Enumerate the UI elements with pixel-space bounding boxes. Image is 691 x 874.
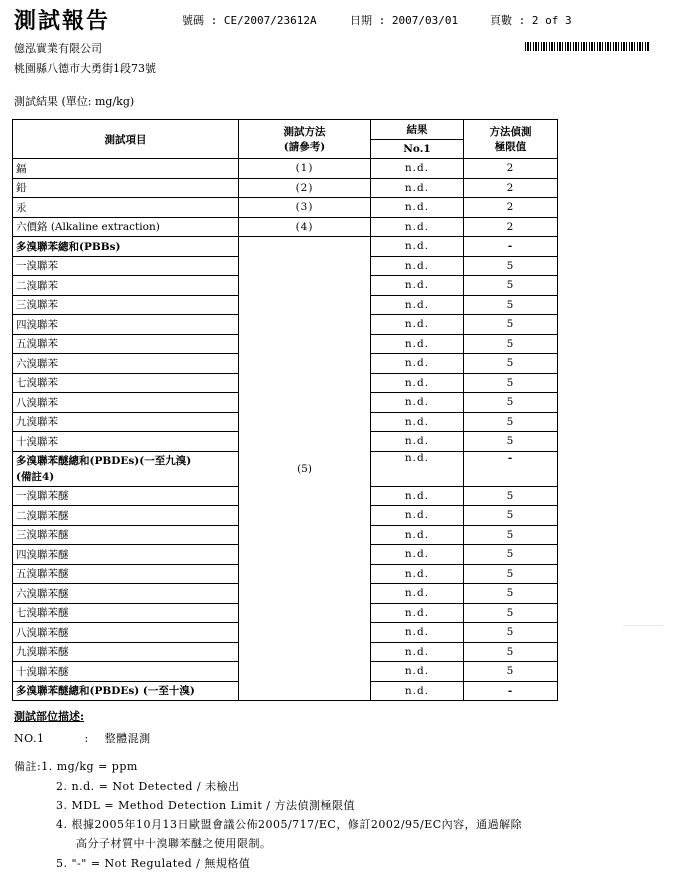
part-description: NO.1 : 整體混測 — [14, 732, 151, 745]
row-item: 多溴聯苯醚總和(PBDEs) (一至十溴) — [13, 681, 239, 701]
row-mdl: 5 — [464, 662, 558, 682]
row-mdl: 5 — [464, 315, 558, 335]
row-item: 六溴聯苯醚 — [13, 584, 239, 604]
row-mdl: 5 — [464, 334, 558, 354]
row-result: n.d. — [371, 354, 464, 374]
col-header-method: 測試方法 (請參考) — [239, 120, 371, 159]
company-name: 億泓實業有限公司 — [14, 42, 102, 55]
row-result: n.d. — [371, 584, 464, 604]
row-mdl: - — [464, 681, 558, 701]
note-4: 4. 根據2005年10月13日歐盟會議公佈2005/717/EC，修訂2002/95/EC內容，通過解除 — [56, 818, 523, 831]
row-result: n.d. — [371, 486, 464, 506]
row-result: n.d. — [371, 315, 464, 335]
note-2: 2. n.d. = Not Detected / 未檢出 — [56, 780, 240, 793]
row-method: (4) — [239, 217, 371, 237]
row-method: (2) — [239, 178, 371, 198]
row-result: n.d. — [371, 373, 464, 393]
row-result: n.d. — [371, 237, 464, 257]
row-mdl: 5 — [464, 564, 558, 584]
note-1: 備註:1. mg/kg = ppm — [14, 760, 138, 773]
row-mdl: 5 — [464, 256, 558, 276]
row-mdl: 5 — [464, 276, 558, 296]
report-title: 測試報告 — [14, 8, 111, 34]
row-item: 八溴聯苯醚 — [13, 623, 239, 643]
row-result: n.d. — [371, 603, 464, 623]
row-mdl: 5 — [464, 393, 558, 413]
row-item: 十溴聯苯醚 — [13, 662, 239, 682]
row-item: 九溴聯苯 — [13, 412, 239, 432]
results-label: 測試結果 (單位: mg/kg) — [14, 95, 135, 108]
row-mdl: 5 — [464, 506, 558, 526]
row-result: n.d. — [371, 159, 464, 179]
row-item: 鉛 — [13, 178, 239, 198]
row-result: n.d. — [371, 393, 464, 413]
row-item: 三溴聯苯 — [13, 295, 239, 315]
section-title: 測試部位描述: — [14, 710, 85, 723]
row-mdl: 5 — [464, 623, 558, 643]
row-mdl: - — [464, 237, 558, 257]
row-mdl: - — [464, 451, 558, 486]
row-item: 鎘 — [13, 159, 239, 179]
note-5: 5. "-" = Not Regulated / 無規格值 — [56, 857, 251, 870]
row-result: n.d. — [371, 334, 464, 354]
row-item: 汞 — [13, 198, 239, 218]
col-header-result: 結果 — [371, 120, 464, 140]
page-number: 頁數 : 2 of 3 — [490, 14, 572, 27]
row-method-shared: (5) — [239, 237, 371, 701]
table-row — [13, 217, 558, 237]
table-row — [13, 198, 558, 218]
row-mdl: 2 — [464, 178, 558, 198]
row-item: 九溴聯苯醚 — [13, 642, 239, 662]
row-mdl: 5 — [464, 584, 558, 604]
row-mdl: 5 — [464, 525, 558, 545]
row-item: 二溴聯苯醚 — [13, 506, 239, 526]
row-mdl: 2 — [464, 217, 558, 237]
row-result: n.d. — [371, 412, 464, 432]
row-item: 十溴聯苯 — [13, 432, 239, 452]
row-result: n.d. — [371, 178, 464, 198]
row-result: n.d. — [371, 545, 464, 565]
row-item: 六溴聯苯 — [13, 354, 239, 374]
table-row — [13, 159, 558, 179]
col-header-result-sub: No.1 — [371, 139, 464, 159]
row-result: n.d. — [371, 432, 464, 452]
row-mdl: 5 — [464, 412, 558, 432]
row-item: 五溴聯苯 — [13, 334, 239, 354]
row-result: n.d. — [371, 295, 464, 315]
report-date: 日期 : 2007/03/01 — [350, 14, 459, 27]
report-number: 號碼 : CE/2007/23612A — [182, 14, 317, 27]
barcode — [525, 42, 649, 51]
row-item: 多溴聯苯醚總和(PBDEs)(一至九溴) (備註4) — [13, 451, 239, 486]
row-result: n.d. — [371, 198, 464, 218]
row-item: 七溴聯苯 — [13, 373, 239, 393]
col-header-mdl: 方法偵測 極限值 — [464, 120, 558, 159]
row-result: n.d. — [371, 681, 464, 701]
row-mdl: 5 — [464, 642, 558, 662]
row-item: 四溴聯苯 — [13, 315, 239, 335]
row-result: n.d. — [371, 623, 464, 643]
row-item: 六價鉻 (Alkaline extraction) — [13, 217, 239, 237]
table-row — [13, 178, 558, 198]
row-result: n.d. — [371, 662, 464, 682]
row-mdl: 5 — [464, 545, 558, 565]
row-mdl: 5 — [464, 486, 558, 506]
row-item: 七溴聯苯醚 — [13, 603, 239, 623]
row-item: 八溴聯苯 — [13, 393, 239, 413]
note-4-cont: 高分子材質中十溴聯苯醚之使用限制。 — [76, 837, 272, 850]
results-table — [12, 119, 558, 701]
row-item: 四溴聯苯醚 — [13, 545, 239, 565]
row-item: 三溴聯苯醚 — [13, 525, 239, 545]
row-mdl: 2 — [464, 198, 558, 218]
row-mdl: 5 — [464, 373, 558, 393]
row-result: n.d. — [371, 525, 464, 545]
table-row — [13, 237, 558, 257]
row-item: 二溴聯苯 — [13, 276, 239, 296]
note-3: 3. MDL = Method Detection Limit / 方法偵測極限值 — [56, 799, 355, 812]
row-item: 多溴聯苯總和(PBBs) — [13, 237, 239, 257]
row-result: n.d. — [371, 256, 464, 276]
row-method: (3) — [239, 198, 371, 218]
row-result: n.d. — [371, 506, 464, 526]
row-mdl: 5 — [464, 432, 558, 452]
row-result: n.d. — [371, 217, 464, 237]
row-method: (1) — [239, 159, 371, 179]
row-result: n.d. — [371, 642, 464, 662]
row-item: 一溴聯苯醚 — [13, 486, 239, 506]
row-result: n.d. — [371, 564, 464, 584]
row-mdl: 5 — [464, 295, 558, 315]
row-mdl: 2 — [464, 159, 558, 179]
row-result: n.d. — [371, 451, 464, 486]
row-mdl: 5 — [464, 603, 558, 623]
row-result: n.d. — [371, 276, 464, 296]
divider — [623, 625, 663, 626]
row-item: 五溴聯苯醚 — [13, 564, 239, 584]
row-mdl: 5 — [464, 354, 558, 374]
company-address: 桃園縣八德市大勇街1段73號 — [14, 62, 156, 75]
row-item: 一溴聯苯 — [13, 256, 239, 276]
col-header-item: 測試項目 — [13, 120, 239, 159]
